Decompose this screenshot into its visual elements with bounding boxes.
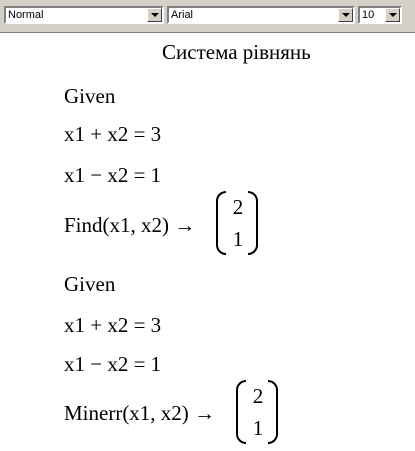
style-select-value: Normal: [8, 9, 44, 21]
font-dropdown-button[interactable]: [338, 8, 353, 22]
worksheet[interactable]: [0, 33, 415, 451]
left-paren: [236, 380, 246, 444]
right-paren: [268, 380, 278, 444]
format-toolbar: [0, 0, 415, 33]
font-select-value: Arial: [171, 9, 194, 21]
equation-2-2: x1 − x2 = 1: [64, 352, 162, 376]
given-keyword-2: Given: [64, 272, 116, 296]
find-call: Find(x1, x2) →: [64, 213, 196, 237]
minerr-result-1: 1: [252, 416, 264, 440]
font-size-select-value: 10: [362, 9, 375, 21]
chevron-down-icon: [389, 13, 397, 17]
font-size-dropdown-button[interactable]: [385, 8, 400, 22]
equation-1-2: x1 − x2 = 1: [64, 163, 162, 187]
font-size-select[interactable]: [358, 6, 402, 24]
find-result-1: 1: [232, 227, 244, 251]
equation-1-1: x1 + x2 = 3: [64, 122, 162, 146]
worksheet-title: Система рівнянь: [162, 40, 311, 64]
style-dropdown-button[interactable]: [147, 8, 162, 22]
chevron-down-icon: [342, 13, 350, 17]
left-paren: [216, 191, 226, 255]
right-paren: [248, 191, 258, 255]
given-keyword-1: Given: [64, 84, 116, 108]
find-result-0: 2: [232, 195, 244, 219]
equation-2-1: x1 + x2 = 3: [64, 313, 162, 337]
chevron-down-icon: [151, 13, 159, 17]
minerr-result-0: 2: [252, 384, 264, 408]
font-select[interactable]: [167, 6, 355, 24]
style-select[interactable]: [4, 6, 164, 24]
minerr-call: Minerr(x1, x2) →: [64, 401, 216, 425]
